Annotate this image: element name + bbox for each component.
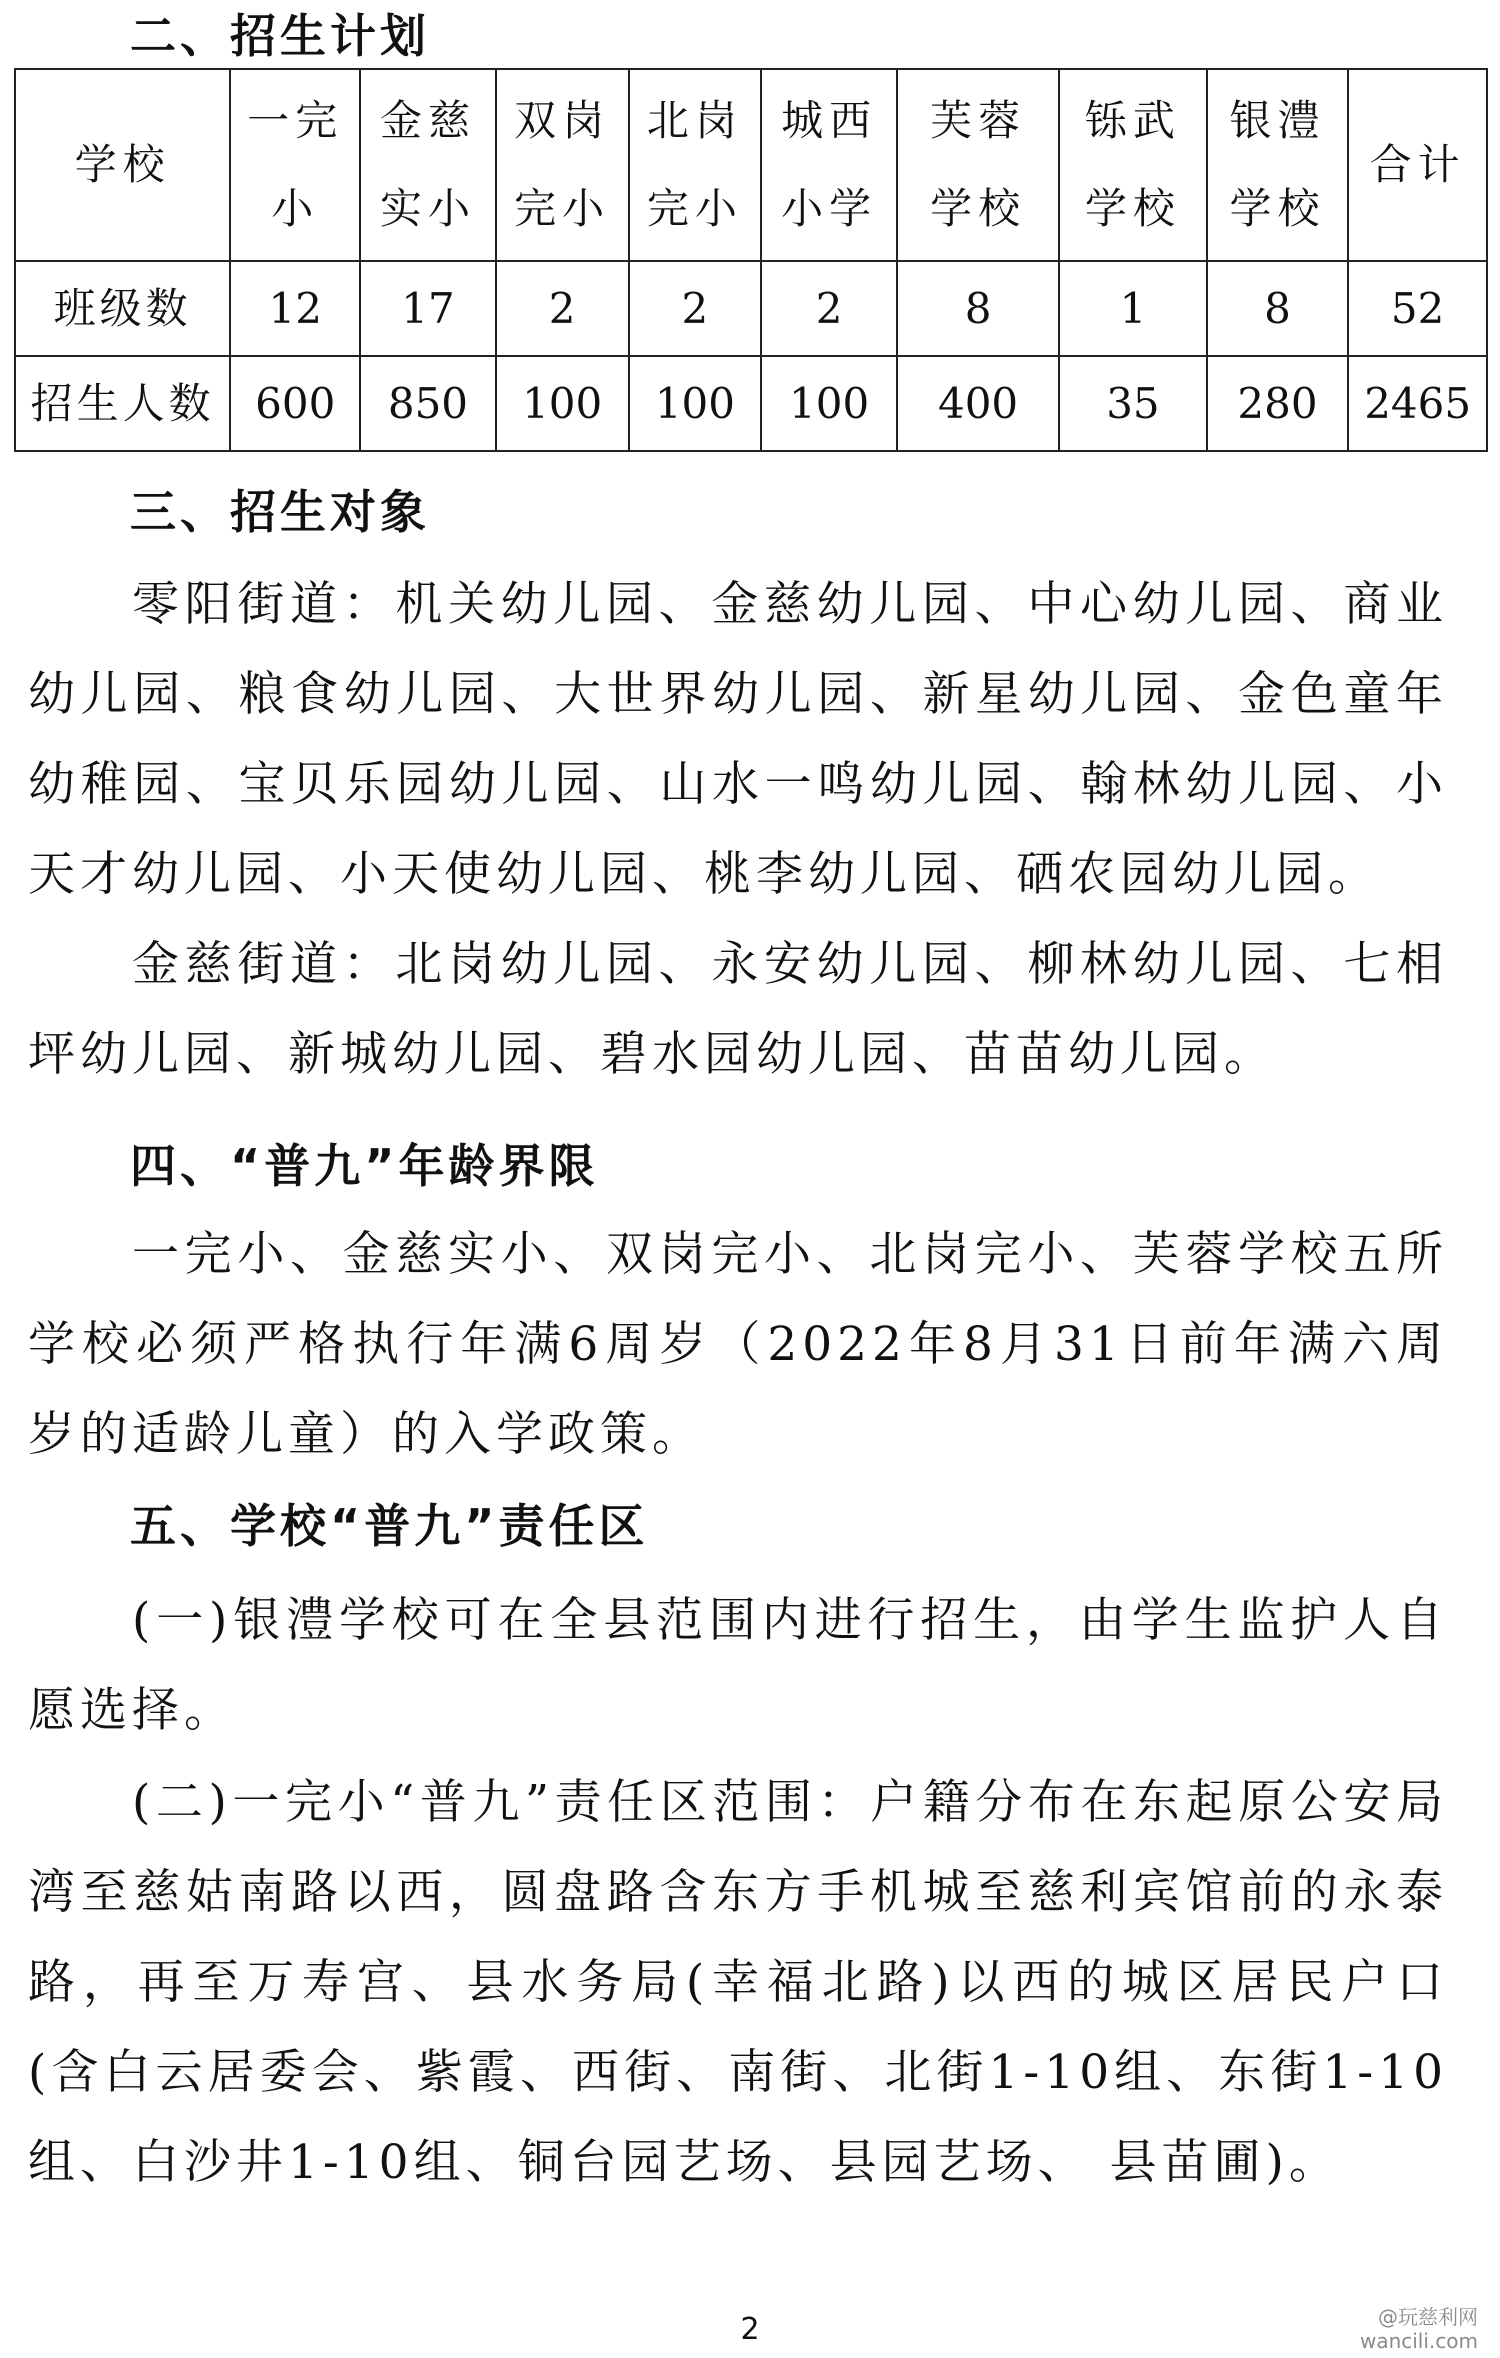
section-4-paragraph: 一完小、金慈实小、双岗完小、北岗完小、芙蓉学校五所学校必须严格执行年满6周岁（2022年8月31日前年满六周岁的适龄儿童）的入学政策。 <box>28 1227 1448 1462</box>
section-4-heading: 四、“普九”年龄界限 <box>130 1139 599 1193</box>
header-school <box>360 69 496 261</box>
table-header-row <box>15 69 1487 261</box>
school-name-line2: 完小 <box>646 184 743 233</box>
section-2-heading: 二、招生计划 <box>130 9 430 63</box>
watermark-line1: @玩慈利网 <box>1378 2305 1478 2329</box>
header-school <box>496 69 629 261</box>
row-label: 班级数 <box>15 261 230 356</box>
school-name-line2: 小学 <box>781 184 878 233</box>
page-number: 2 <box>740 2312 760 2347</box>
header-school-label: 学校 <box>15 69 230 261</box>
table-cell: 8 <box>1207 261 1349 356</box>
school-name-line1: 芙蓉 <box>930 96 1027 145</box>
header-school <box>761 69 897 261</box>
table-cell: 17 <box>360 261 496 356</box>
school-name-line2: 完小 <box>514 184 611 233</box>
row-label: 招生人数 <box>15 356 230 451</box>
section-5-paragraph-1: (一)银澧学校可在全县范围内进行招生，由学生监护人自愿选择。 <box>28 1593 1448 1738</box>
table-cell: 35 <box>1059 356 1206 451</box>
header-school <box>897 69 1059 261</box>
table-cell: 280 <box>1207 356 1349 451</box>
school-name-line1: 城西 <box>781 96 878 145</box>
table-row-enrollment <box>15 356 1487 451</box>
header-school <box>1059 69 1206 261</box>
table-cell: 100 <box>761 356 897 451</box>
table-cell: 600 <box>230 356 360 451</box>
enrollment-plan-table <box>14 68 1488 452</box>
table-cell: 2 <box>761 261 897 356</box>
table-cell: 1 <box>1059 261 1206 356</box>
section-5-heading: 五、学校“普九”责任区 <box>130 1499 649 1553</box>
table-cell: 850 <box>360 356 496 451</box>
section-3-paragraph-lingyang: 零阳街道：机关幼儿园、金慈幼儿园、中心幼儿园、商业幼儿园、粮食幼儿园、大世界幼儿园、新星幼儿园、金色童年幼稚园、宝贝乐园幼儿园、山水一鸣幼儿园、翰林幼儿园、小天才幼儿园、小天使幼儿园、桃李幼儿园、硒农园幼儿园。 <box>28 577 1448 902</box>
table-cell: 12 <box>230 261 360 356</box>
watermark-line2: wancili.com <box>1359 2329 1478 2353</box>
section-3-paragraph-jinci: 金慈街道：北岗幼儿园、永安幼儿园、柳林幼儿园、七相坪幼儿园、新城幼儿园、碧水园幼儿园、苗苗幼儿园。 <box>28 937 1448 1082</box>
table-cell: 100 <box>496 356 629 451</box>
school-name-line2: 学校 <box>1229 184 1326 233</box>
header-school <box>629 69 762 261</box>
table-cell: 400 <box>897 356 1059 451</box>
header-school <box>1207 69 1349 261</box>
school-name-line2: 学校 <box>1084 184 1181 233</box>
table-row-class-count <box>15 261 1487 356</box>
school-name-line1: 一完 <box>247 96 344 145</box>
school-name-line1: 金慈 <box>379 96 476 145</box>
school-name-line2: 实小 <box>379 184 476 233</box>
school-name-line1: 北岗 <box>646 96 743 145</box>
table-cell: 2 <box>496 261 629 356</box>
section-3-heading: 三、招生对象 <box>130 485 430 539</box>
table-cell: 100 <box>629 356 762 451</box>
watermark <box>1360 2305 1478 2353</box>
school-name-line1: 铄武 <box>1084 96 1181 145</box>
table-cell: 2 <box>629 261 762 356</box>
school-name-line2: 小 <box>271 184 320 233</box>
table-cell-total: 2465 <box>1348 356 1487 451</box>
header-school <box>230 69 360 261</box>
header-total-label: 合计 <box>1348 69 1487 261</box>
school-name-line1: 银澧 <box>1229 96 1326 145</box>
table-cell-total: 52 <box>1348 261 1487 356</box>
school-name-line2: 学校 <box>930 184 1027 233</box>
section-5-paragraph-2: (二)一完小“普九”责任区范围：户籍分布在东起原公安局湾至慈姑南路以西，圆盘路含东方手机城至慈利宾馆前的永泰路，再至万寿宫、县水务局(幸福北路)以西的城区居民户口(含白云居委会、紫霞、西街、南街、北街1-10组、东街1-10组、白沙井1-10组、铜台园艺场、县园艺场、 县苗圃)。 <box>28 1775 1448 2190</box>
school-name-line1: 双岗 <box>514 96 611 145</box>
table-cell: 8 <box>897 261 1059 356</box>
